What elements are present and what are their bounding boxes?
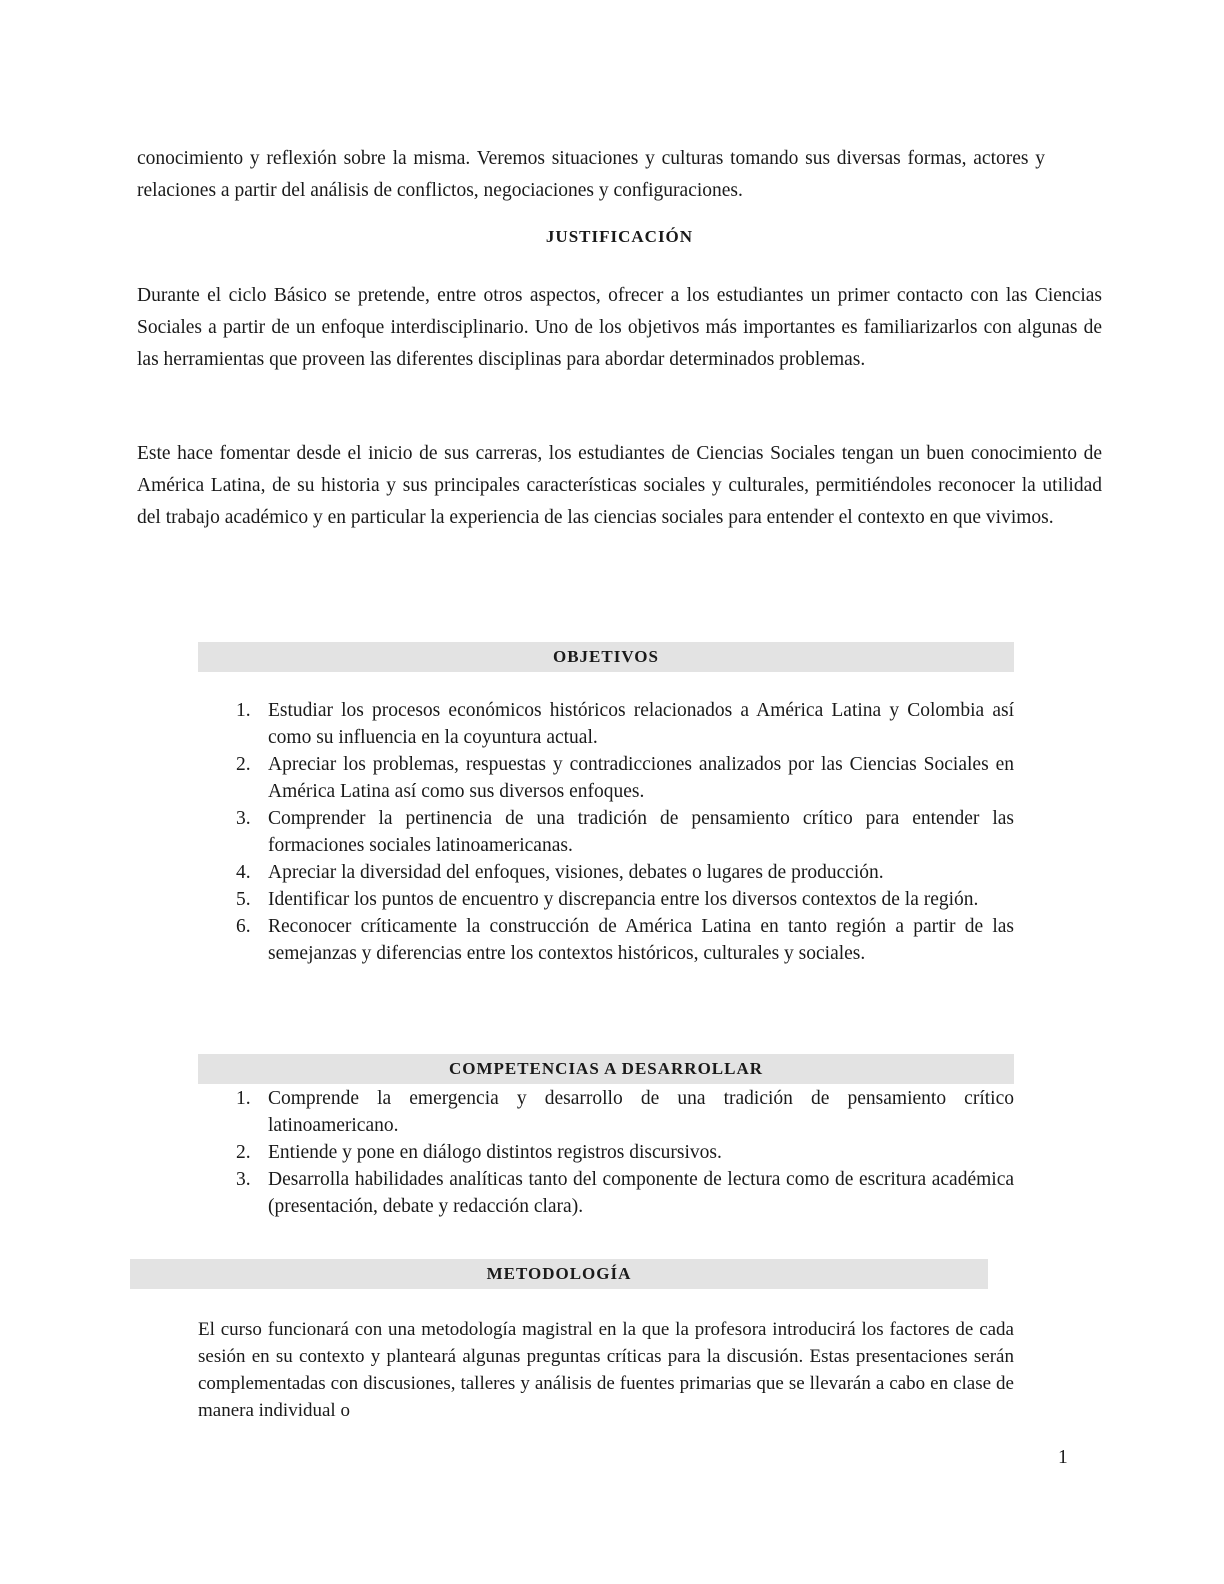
list-item-text: Comprender la pertinencia de una tradición de pensamiento crítico para entender las formaciones sociales latinoamericanas. xyxy=(268,808,1014,856)
list-item-number: 1. xyxy=(236,700,251,721)
list-item xyxy=(206,697,1014,751)
list-item xyxy=(206,751,1014,805)
list-item-number: 4. xyxy=(236,862,251,883)
list-item xyxy=(206,1139,1014,1166)
objetivos-heading: OBJETIVOS xyxy=(198,642,1014,672)
list-item xyxy=(206,913,1014,967)
list-item xyxy=(206,1085,1014,1139)
list-item-text: Identificar los puntos de encuentro y discrepancia entre los diversos contextos de la región. xyxy=(268,889,979,910)
list-item-number: 6. xyxy=(236,916,251,937)
justificacion-heading: JUSTIFICACIÓN xyxy=(545,227,694,246)
metodologia-heading: METODOLOGÍA xyxy=(130,1259,988,1289)
list-item-text: Reconocer críticamente la construcción de América Latina en tanto región a partir de las semejanzas y diferencias entre los contextos históricos, culturales y sociales. xyxy=(268,916,1014,964)
list-item-text: Estudiar los procesos económicos históricos relacionados a América Latina y Colombia así como su influencia en la coyuntura actual. xyxy=(268,700,1014,748)
justificacion-paragraph-2: Este hace fomentar desde el inicio de sus carreras, los estudiantes de Ciencias Sociales tengan un buen conocimiento de América Latina, de su historia y sus principales características sociales y culturales, permitiéndoles reconocer la utilidad del trabajo académico y en particular la experiencia de las ciencias sociales para entender el contexto en que vivimos. xyxy=(137,443,1102,528)
list-item xyxy=(206,1166,1014,1220)
objetivos-list xyxy=(206,697,1014,967)
competencias-list xyxy=(206,1085,1014,1220)
intro-continuation-paragraph: conocimiento y reflexión sobre la misma. Veremos situaciones y culturas tomando sus diversas formas, actores y relaciones a partir del análisis de conflictos, negociaciones y configuraciones. xyxy=(137,148,1045,201)
competencias-heading: COMPETENCIAS A DESARROLLAR xyxy=(198,1054,1014,1084)
list-item-number: 2. xyxy=(236,1142,251,1163)
list-item-number: 3. xyxy=(236,808,251,829)
list-item-text: Desarrolla habilidades analíticas tanto del componente de lectura como de escritura académica (presentación, debate y redacción clara). xyxy=(268,1169,1014,1217)
justificacion-paragraph-1: Durante el ciclo Básico se pretende, entre otros aspectos, ofrecer a los estudiantes un primer contacto con las Ciencias Sociales a partir de un enfoque interdisciplinario. Uno de los objetivos más importantes es familiarizarlos con algunas de las herramientas que proveen las diferentes disciplinas para abordar determinados problemas. xyxy=(137,285,1102,370)
list-item xyxy=(206,886,1014,913)
list-item xyxy=(206,859,1014,886)
list-item xyxy=(206,805,1014,859)
metodologia-paragraph: El curso funcionará con una metodología magistral en la que la profesora introducirá los factores de cada sesión en su contexto y planteará algunas preguntas críticas para la discusión. Estas presentaciones serán complementadas con discusiones, talleres y análisis de fuentes primarias que se llevarán a cabo en clase de manera individual o xyxy=(198,1319,1014,1421)
list-item-number: 3. xyxy=(236,1169,251,1190)
list-item-number: 5. xyxy=(236,889,251,910)
list-item-text: Comprende la emergencia y desarrollo de una tradición de pensamiento crítico latinoamericano. xyxy=(268,1088,1014,1136)
list-item-number: 1. xyxy=(236,1088,251,1109)
list-item-text: Apreciar la diversidad del enfoques, visiones, debates o lugares de producción. xyxy=(268,862,884,883)
list-item-number: 2. xyxy=(236,754,251,775)
page-number: 1 xyxy=(1058,1447,1068,1468)
list-item-text: Apreciar los problemas, respuestas y contradicciones analizados por las Ciencias Sociales en América Latina así como sus diversos enfoques. xyxy=(268,754,1014,802)
list-item-text: Entiende y pone en diálogo distintos registros discursivos. xyxy=(268,1142,722,1163)
